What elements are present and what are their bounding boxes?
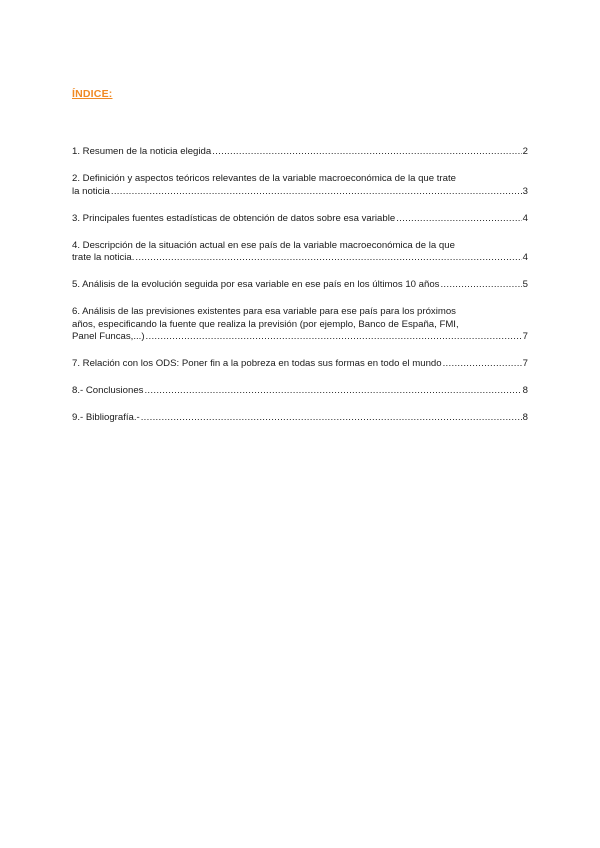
toc-entry-title: 1. Resumen de la noticia elegida: [72, 146, 212, 157]
toc-page-number: 2: [522, 146, 528, 157]
toc-entry-9[interactable]: [72, 412, 528, 425]
toc-entry-line: [72, 213, 528, 226]
toc-leader-dots: [146, 331, 522, 344]
toc-page-number: 8: [522, 385, 528, 396]
toc-entry-8[interactable]: [72, 385, 528, 398]
toc-entry-title: 8.- Conclusiones: [72, 385, 144, 396]
toc-leader-dots: [396, 213, 521, 226]
toc-page-number: 4: [522, 212, 528, 224]
toc-entry-4[interactable]: [72, 240, 528, 265]
toc-entry-line: [72, 412, 528, 425]
toc-entry-title: 7. Relación con los ODS: Poner fin a la pobreza en todas sus formas en todo el mundo: [72, 358, 442, 369]
toc-entry-2[interactable]: [72, 173, 528, 198]
toc-entry-line: [72, 252, 528, 265]
toc-entry-title-line: 6. Análisis de las previsiones existentes para esa variable para ese país para los próximos: [72, 306, 456, 317]
table-of-contents: [72, 146, 528, 439]
toc-page-number: 7: [522, 358, 528, 369]
toc-entry-line: [72, 358, 528, 371]
toc-entry-title: 5. Análisis de la evolución seguida por esa variable en ese país en los últimos 10 años: [72, 279, 440, 290]
toc-entry-line: [72, 279, 528, 292]
toc-entry-3[interactable]: [72, 213, 528, 226]
toc-entry-title: la noticia: [72, 185, 110, 197]
toc-entry-title: 9.- Bibliografía.-: [72, 412, 140, 423]
toc-leader-dots: [212, 146, 521, 159]
toc-page-number: 4: [522, 252, 528, 263]
toc-leader-dots: [111, 186, 522, 199]
toc-leader-dots: [443, 358, 522, 371]
toc-entry-line: [72, 385, 528, 398]
toc-entry-1[interactable]: [72, 146, 528, 159]
toc-page-number: 5: [522, 279, 528, 290]
toc-entry-line: [72, 331, 528, 344]
toc-leader-dots: [440, 279, 521, 292]
toc-entry-line: [72, 186, 528, 199]
toc-entry-5[interactable]: [72, 279, 528, 292]
toc-entry-title: 3. Principales fuentes estadísticas de obtención de datos sobre esa variable: [72, 212, 396, 224]
toc-page-number: 3: [522, 185, 528, 197]
toc-heading: ÍNDICE:: [72, 88, 113, 100]
toc-page-number: 7: [522, 331, 528, 342]
toc-entry-line: [72, 146, 528, 159]
toc-entry-title-line: 4. Descripción de la situación actual en ese país de la variable macroeconómica de la que: [72, 239, 455, 251]
toc-leader-dots: [144, 385, 521, 398]
toc-entry-title: trate la noticia.: [72, 252, 135, 263]
toc-entry-7[interactable]: [72, 358, 528, 371]
toc-entry-6[interactable]: [72, 306, 528, 344]
toc-leader-dots: [141, 412, 522, 425]
toc-page-number: 8: [522, 412, 528, 423]
toc-leader-dots: [135, 252, 521, 265]
toc-entry-title-line: 2. Definición y aspectos teóricos relevantes de la variable macroeconómica de la que trate: [72, 173, 456, 184]
toc-entry-title-line: años, especificando la fuente que realiza la previsión (por ejemplo, Banco de España, FMI,: [72, 318, 459, 330]
toc-entry-title: Panel Funcas,...): [72, 331, 145, 342]
